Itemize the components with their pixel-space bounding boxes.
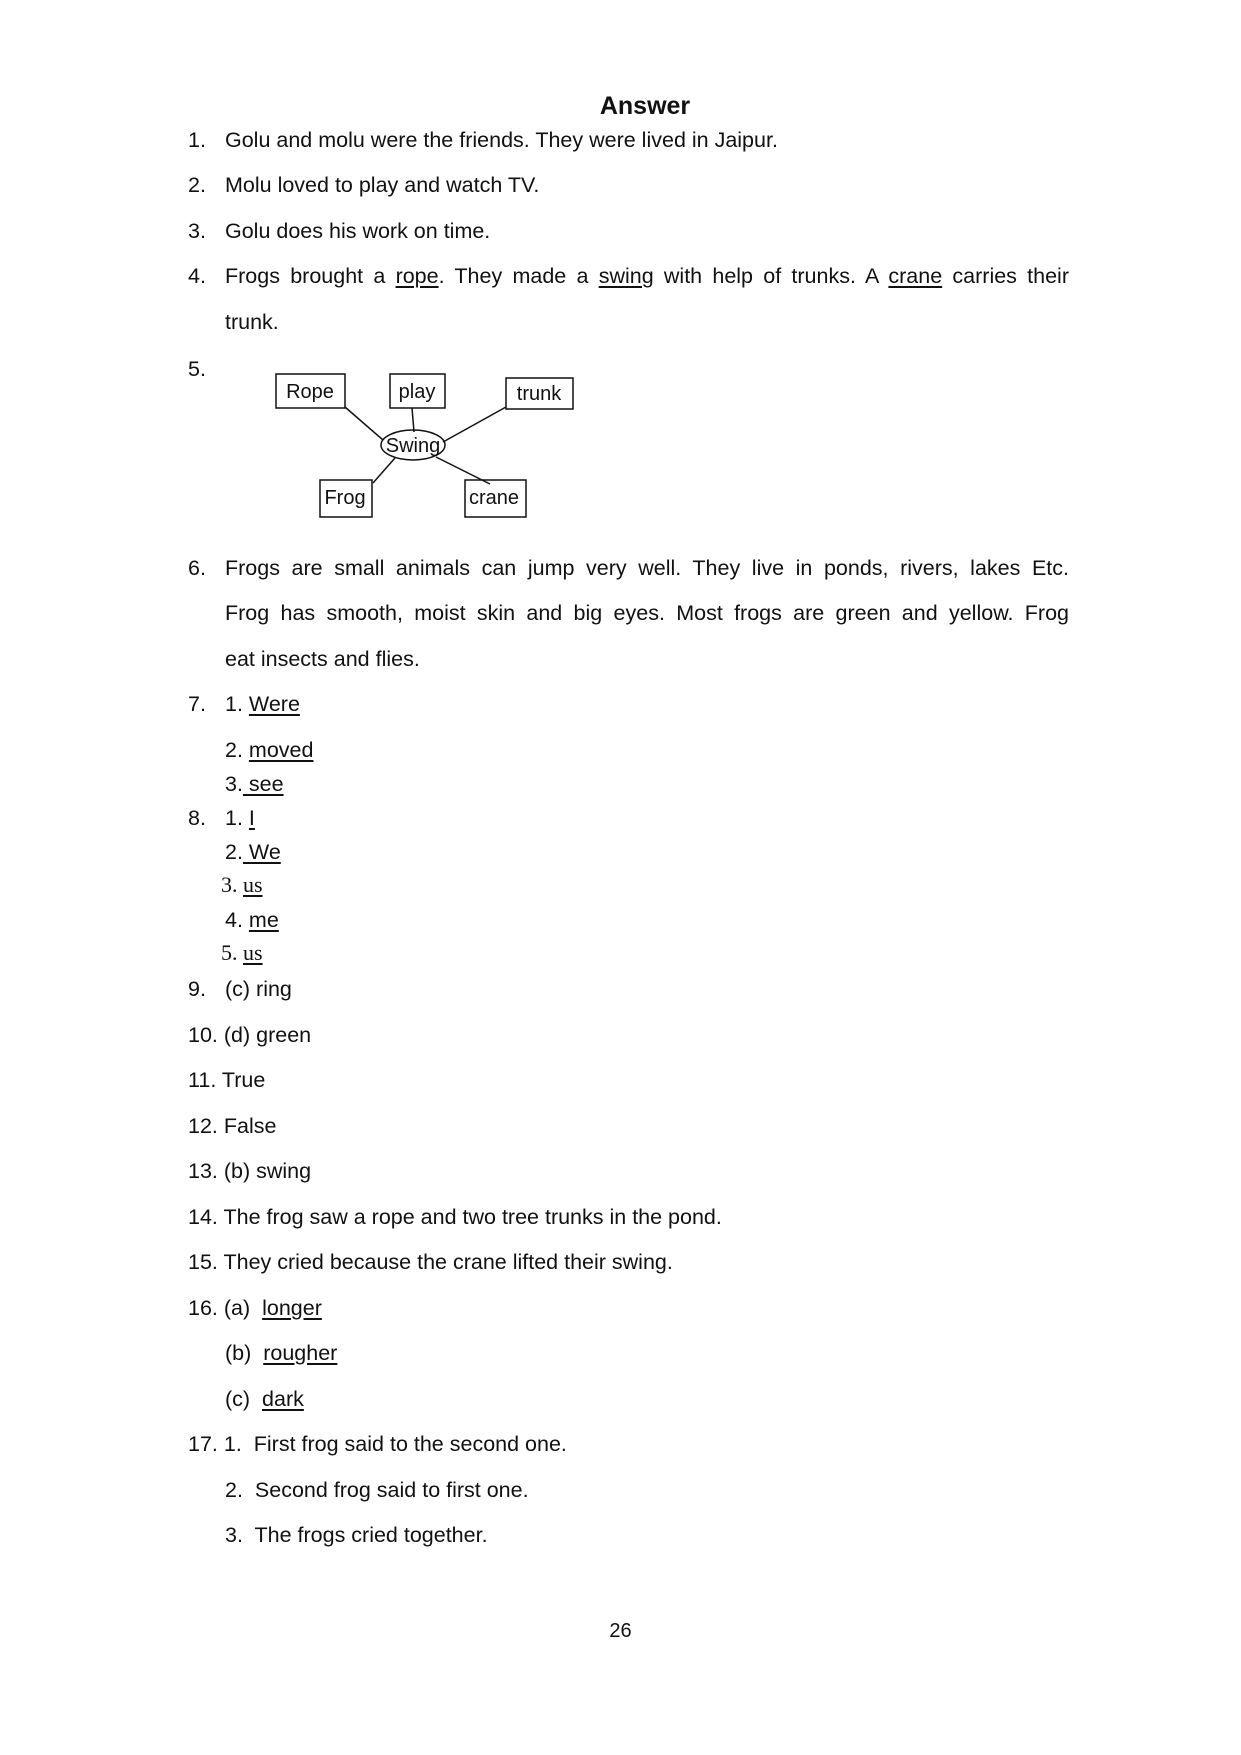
- connector-line: [412, 408, 414, 432]
- answer-text: trunk.: [225, 310, 279, 334]
- list-item: 1. Were: [225, 692, 300, 716]
- connector-line: [443, 407, 506, 442]
- answer-row: 14. The frog saw a rope and two tree trunks in the pond.: [188, 1205, 722, 1229]
- answer-text-line: Frog has smooth, moist skin and big eyes. Most frogs are green and yellow. Frog: [225, 601, 1069, 625]
- connector-line: [373, 458, 395, 483]
- box-label: crane: [468, 487, 520, 509]
- answer-row: 13. (b) swing: [188, 1159, 312, 1183]
- answer-text: eat insects and flies.: [225, 647, 420, 671]
- list-item: 3. us: [221, 872, 263, 897]
- question-number: 8.: [188, 806, 206, 830]
- question-number: 4.: [188, 264, 206, 288]
- answer-row: 15. They cried because the crane lifted their swing.: [188, 1250, 673, 1274]
- list-item: 2. We: [225, 840, 281, 864]
- box-label: Frog: [324, 487, 366, 509]
- underlined-word: see: [242, 772, 284, 796]
- list-item: 2. moved: [225, 738, 314, 762]
- answer-text: Golu and molu were the friends. They were lived in Jaipur.: [225, 128, 778, 152]
- question-number: 6.: [188, 556, 206, 580]
- underlined-word: swing: [598, 264, 654, 288]
- answer-text: Golu does his work on time.: [225, 219, 491, 243]
- answer-text: (c) ring: [225, 977, 292, 1001]
- page-number: 26: [609, 1620, 632, 1642]
- underlined-word: We: [242, 840, 281, 864]
- underlined-word: us: [243, 872, 263, 897]
- list-item: 5. us: [221, 940, 263, 965]
- list-item: (c) dark: [225, 1387, 304, 1411]
- underlined-word: rope: [395, 264, 439, 288]
- answer-row: 12. False: [188, 1114, 277, 1138]
- underlined-word: us: [243, 940, 263, 965]
- underlined-word: longer: [262, 1296, 322, 1320]
- page-title: Answer: [599, 92, 691, 120]
- answer-row: 11. True: [188, 1068, 266, 1092]
- list-item: 2. Second frog said to first one.: [225, 1478, 529, 1502]
- answer-row: 10. (d) green: [188, 1023, 312, 1047]
- underlined-word: crane: [888, 264, 943, 288]
- underlined-word: I: [248, 806, 255, 830]
- list-item: 4. me: [225, 908, 279, 932]
- question-number: 5.: [188, 357, 206, 381]
- box-label: play: [398, 381, 436, 403]
- question-number: 3.: [188, 219, 206, 243]
- underlined-word: moved: [248, 738, 314, 762]
- list-item: 3. see: [225, 772, 284, 796]
- underlined-word: Were: [248, 692, 300, 716]
- list-item: (b) rougher: [225, 1341, 338, 1365]
- question-number: 9.: [188, 977, 206, 1001]
- question-number: 7.: [188, 692, 206, 716]
- connector-line: [345, 407, 383, 440]
- list-item: 1. I: [225, 806, 255, 830]
- answer-row: 17. 1. First frog said to the second one.: [188, 1432, 567, 1456]
- list-item: 3. The frogs cried together.: [225, 1523, 488, 1547]
- answer-text-line: Frogs are small animals can jump very well. They live in ponds, rivers, lakes Etc.: [225, 556, 1069, 580]
- center-label: Swing: [385, 435, 441, 457]
- box-label: trunk: [516, 383, 562, 405]
- underlined-word: me: [248, 908, 279, 932]
- box-label: Rope: [286, 381, 334, 403]
- answer-row: 16. (a) longer: [188, 1296, 322, 1320]
- underlined-word: rougher: [263, 1341, 338, 1365]
- answer-text: Molu loved to play and watch TV.: [225, 173, 540, 197]
- answer-text-line: Frogs brought a rope. They made a swing with help of trunks. A crane carries their: [225, 264, 1069, 288]
- underlined-word: dark: [262, 1387, 304, 1411]
- question-number: 2.: [188, 173, 206, 197]
- question-number: 1.: [188, 128, 206, 152]
